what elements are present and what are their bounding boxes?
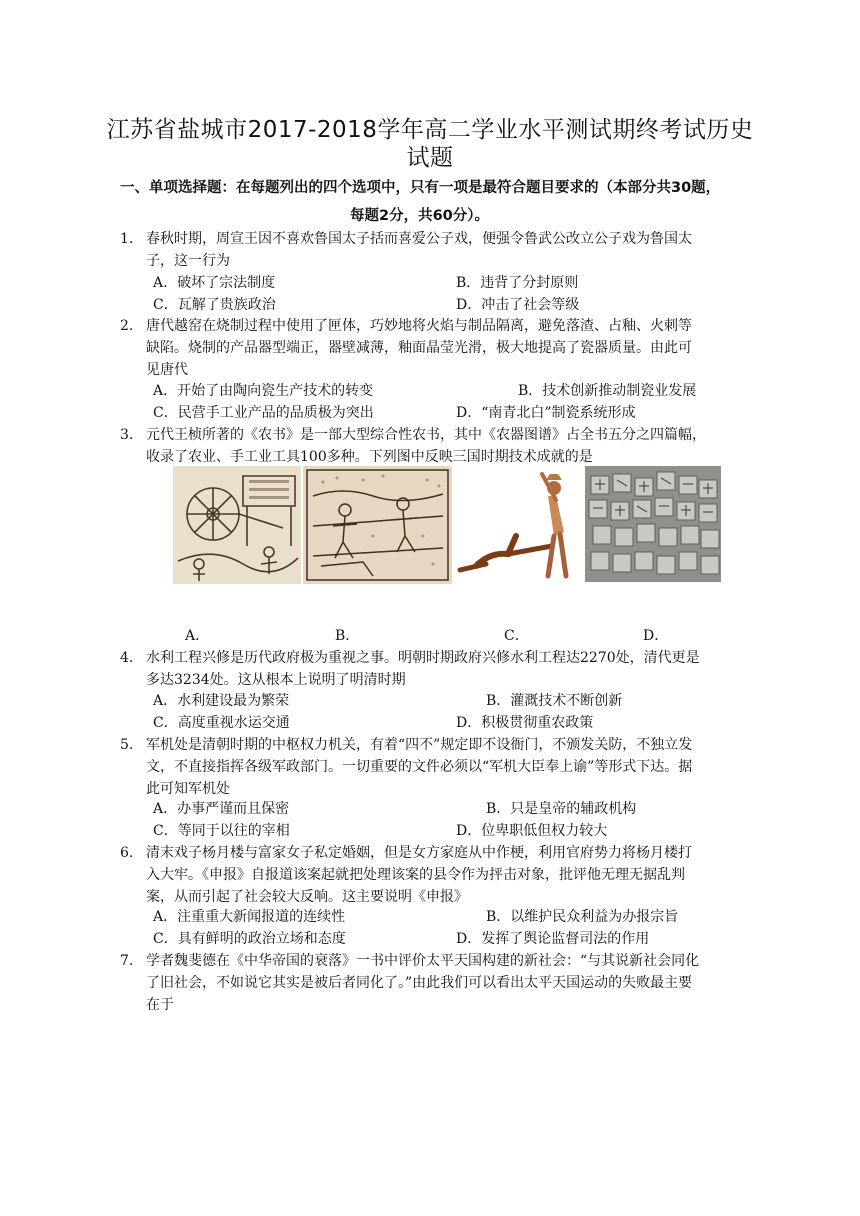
option-a: A．办事严谨而且保密 xyxy=(153,801,290,817)
farming-engraving-icon xyxy=(303,466,452,584)
question-number: 3. xyxy=(120,427,134,443)
question-text: 水利工程兴修是历代政府极为重视之事。明朝时期政府兴修水利工程达2270处，清代更是 xyxy=(146,650,700,666)
question-text: 春秋时期，周宣王因不喜欢鲁国太子括而喜爱公子戏，便强令鲁武公改立公子戏为鲁国太 xyxy=(146,231,692,247)
waterwheel-engraving-icon xyxy=(173,466,301,584)
option-d: D．“南青北白”制瓷系统形成 xyxy=(456,405,636,421)
question-text: 学者魏斐德在《中华帝国的衰落》一书中评价太平天国构建的新社会：“与其说新社会同化 xyxy=(146,953,700,969)
image-label-c: C． xyxy=(504,628,529,644)
option-b: B．灌溉技术不断创新 xyxy=(486,693,623,709)
option-c: C．具有鲜明的政治立场和态度 xyxy=(153,931,346,947)
question-number: 7. xyxy=(120,953,134,969)
question-text: 唐代越窑在烧制过程中使用了匣体，巧妙地将火焰与制品隔离，避免落渣、占釉、火刺等 xyxy=(146,318,692,334)
question-number: 2. xyxy=(120,318,134,334)
question-number: 5. xyxy=(120,737,134,753)
option-b: B．违背了分封原则 xyxy=(456,275,579,291)
question-number: 1. xyxy=(120,231,134,247)
question-text: 缺陷。烧制的产品器型端正，器壁减薄，釉面晶莹光滑，极大地提高了瓷器质量。由此可 xyxy=(146,340,692,356)
page-title-continued: 试题 xyxy=(406,145,454,171)
option-b: B．技术创新推动制瓷业发展 xyxy=(518,383,697,399)
image-label-d: D． xyxy=(643,628,669,644)
question-text: 子，这一行为 xyxy=(146,253,230,269)
image-label-a: A． xyxy=(185,628,210,644)
option-c: C．民营手工业产品的品质极为突出 xyxy=(153,405,374,421)
option-d: D．冲击了社会等级 xyxy=(456,297,580,313)
question-text: 收录了农业、手工业工具100多种。下列图中反映三国时期技术成就的是 xyxy=(146,449,593,465)
image-label-b: B． xyxy=(335,628,360,644)
movable-type-icon xyxy=(585,466,721,582)
page-title: 江苏省盐城市2017-2018学年高二学业水平测试期终考试历史 xyxy=(106,117,754,143)
question-text: 此可知军机处 xyxy=(146,781,230,797)
option-d: D．位卑职低但权力较大 xyxy=(456,823,608,839)
question-text: 案，从而引起了社会较大反响。这主要说明《申报》 xyxy=(146,889,468,905)
question-text: 入大牢。《申报》自报道该案起就把处理该案的县令作为抨击对象，批评他无理无据乱判 xyxy=(146,867,685,883)
section-heading: 一、单项选择题：在每题列出的四个选项中，只有一项是最符合题目要求的（本部分共30题， xyxy=(120,180,721,196)
option-c: C．瓦解了贵族政治 xyxy=(153,297,276,313)
question-number: 6. xyxy=(120,845,134,861)
option-a: A．注重重大新闻报道的连续性 xyxy=(153,909,346,925)
question-text: 在于 xyxy=(146,997,174,1013)
option-d: D．发挥了舆论监督司法的作用 xyxy=(456,931,650,947)
question-text: 见唐代 xyxy=(146,362,188,378)
plough-icon xyxy=(456,466,580,584)
question-text: 文，不直接指挥各级军政部门。一切重要的文件必须以“军机大臣奉上谕”等形式下达。据 xyxy=(146,759,693,775)
option-a: A．水利建设最为繁荣 xyxy=(153,693,290,709)
question-text: 清末戏子杨月楼与富家女子私定婚姻，但是女方家庭从中作梗，利用官府势力将杨月楼打 xyxy=(146,845,692,861)
question-text: 了旧社会，不如说它其实是被后者同化了。”由此我们可以看出太平天国运动的失败最主要 xyxy=(146,975,693,991)
option-d: D．积极贯彻重农政策 xyxy=(456,715,594,731)
question-text: 军机处是清朝时期的中枢权力机关，有着“四不”规定即不设衙门，不颁发关防，不独立发 xyxy=(146,737,693,753)
option-b: B．以维护民众利益为办报宗旨 xyxy=(486,909,679,925)
section-heading-continued: 每题2分，共60分）。 xyxy=(350,208,490,224)
option-b: B．只是皇帝的辅政机构 xyxy=(486,801,637,817)
question-number: 4. xyxy=(120,650,134,666)
question-text: 元代王桢所著的《农书》是一部大型综合性农书，其中《农器图谱》占全书五分之四篇幅， xyxy=(146,427,706,443)
option-a: A．开始了由陶向瓷生产技术的转变 xyxy=(153,383,374,399)
option-c: C．等同于以往的宰相 xyxy=(153,823,290,839)
option-c: C．高度重视水运交通 xyxy=(153,715,290,731)
option-a: A．破坏了宗法制度 xyxy=(153,275,276,291)
question-text: 多达3234处。这从根本上说明了明清时期 xyxy=(146,672,406,688)
